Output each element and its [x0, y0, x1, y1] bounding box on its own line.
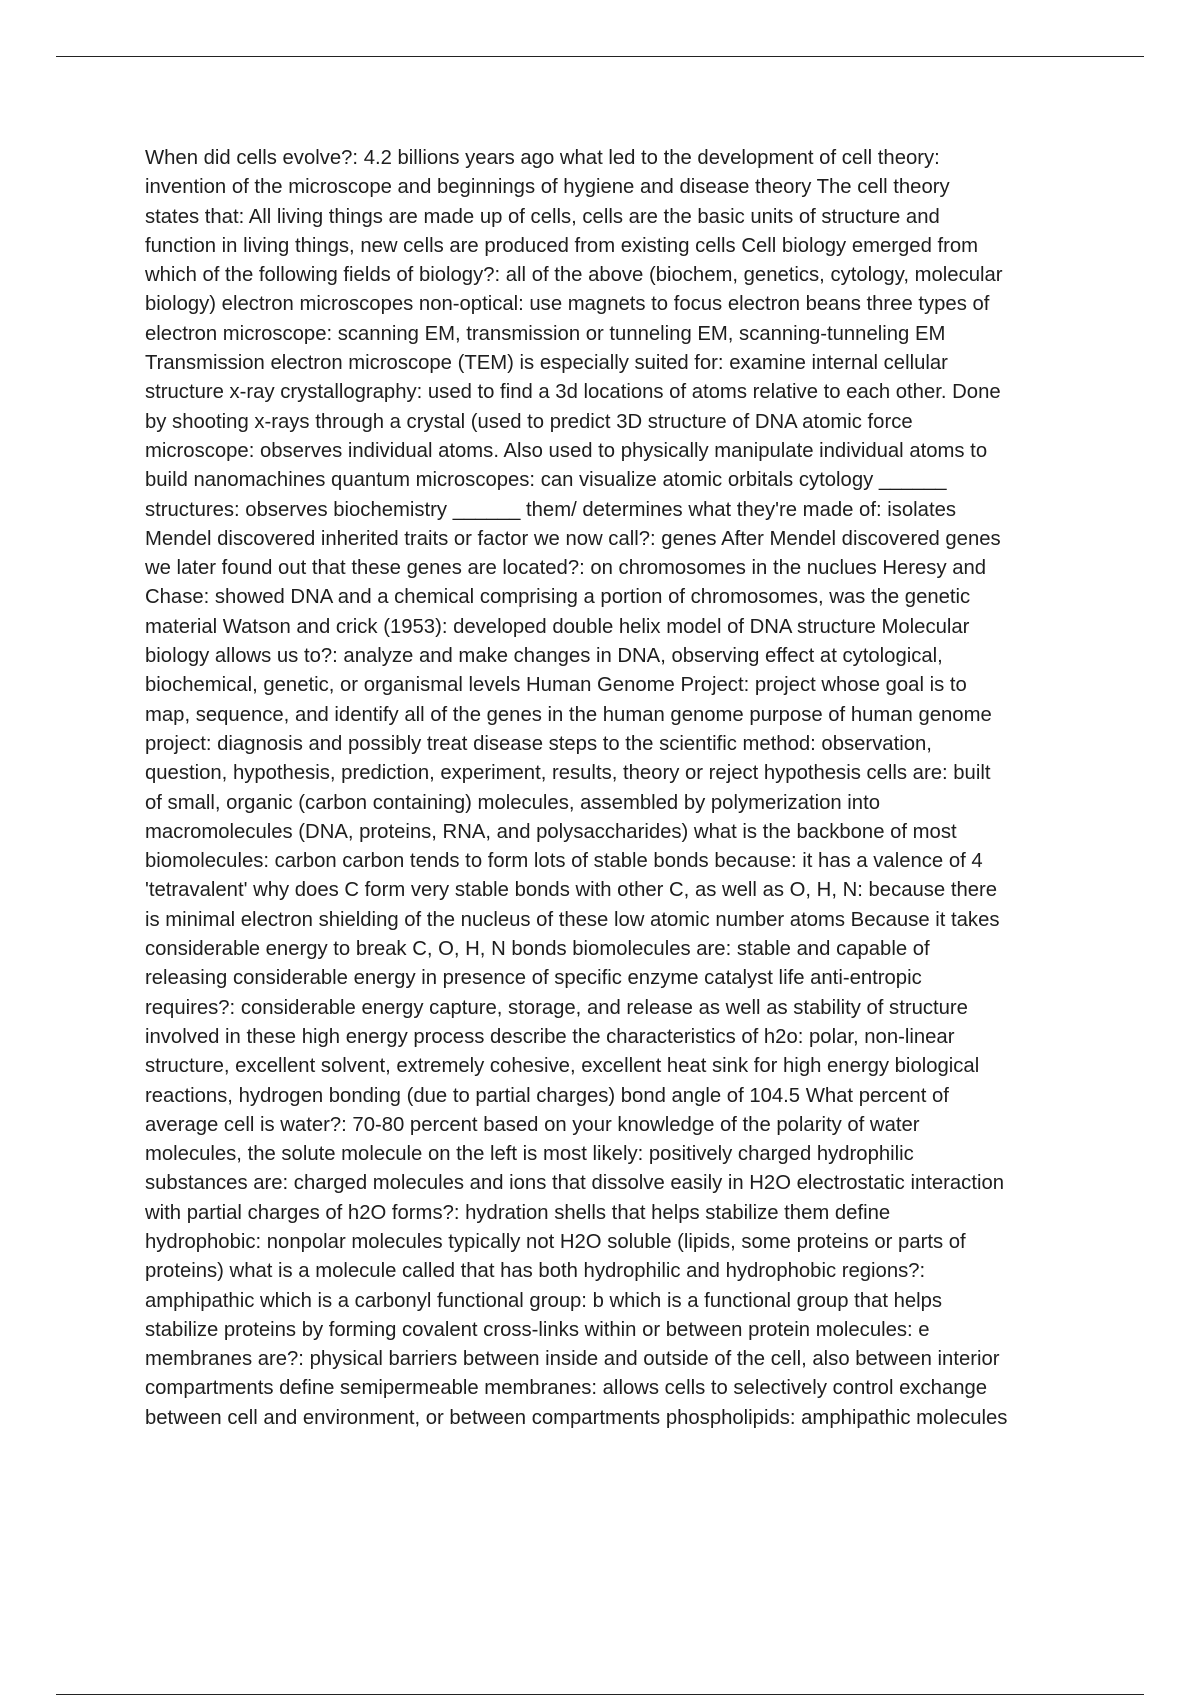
text-line: 'tetravalent' why does C form very stable bonds with other C, as well as O, H, N: because there	[145, 879, 998, 902]
text-line: Transmission electron microscope (TEM) is especially suited for: examine internal cellular	[145, 352, 948, 375]
text-line: requires?: considerable energy capture, storage, and release as well as stability of structure	[145, 996, 968, 1019]
text-line: amphipathic which is a carbonyl functional group: b which is a functional group that helps	[145, 1289, 943, 1312]
text-line: of small, organic (carbon containing) molecules, assembled by polymerization into	[145, 791, 880, 814]
text-line: project: diagnosis and possibly treat disease steps to the scientific method: observation,	[145, 732, 932, 755]
text-line: considerable energy to break C, O, H, N bonds biomolecules are: stable and capable of	[145, 938, 930, 961]
text-line: biochemical, genetic, or organismal levels Human Genome Project: project whose goal is to	[145, 674, 967, 697]
text-line: membranes are?: physical barriers between inside and outside of the cell, also between interior	[145, 1348, 1000, 1371]
bottom-rule	[56, 1694, 1144, 1695]
text-line: stabilize proteins by forming covalent cross-links within or between protein molecules: e	[145, 1318, 930, 1341]
document-body	[145, 144, 1095, 1433]
text-line: electron microscope: scanning EM, transmission or tunneling EM, scanning-tunneling EM	[145, 322, 946, 345]
text-line: reactions, hydrogen bonding (due to partial charges) bond angle of 104.5 What percent of	[145, 1084, 949, 1107]
text-line: question, hypothesis, prediction, experiment, results, theory or reject hypothesis cells are: built	[145, 762, 991, 785]
text-line: Chase: showed DNA and a chemical comprising a portion of chromosomes, was the genetic	[145, 586, 971, 609]
text-line: proteins) what is a molecule called that has both hydrophilic and hydrophobic regions?:	[145, 1260, 926, 1283]
text-line: involved in these high energy process describe the characteristics of h2o: polar, non-linear	[145, 1025, 955, 1048]
text-line: releasing considerable energy in presence of specific enzyme catalyst life anti-entropic	[145, 967, 922, 990]
text-line: states that: All living things are made up of cells, cells are the basic units of structure and	[145, 205, 940, 228]
text-line: structure x-ray crystallography: used to find a 3d locations of atoms relative to each other. Done	[145, 381, 1001, 404]
text-line: we later found out that these genes are located?: on chromosomes in the nuclues Heresy and	[145, 557, 987, 580]
text-line: biology allows us to?: analyze and make changes in DNA, observing effect at cytological,	[145, 645, 943, 668]
text-line: invention of the microscope and beginnings of hygiene and disease theory The cell theory	[145, 176, 950, 199]
text-line: substances are: charged molecules and ions that dissolve easily in H2O electrostatic interaction	[145, 1172, 1005, 1195]
text-line: map, sequence, and identify all of the genes in the human genome purpose of human genome	[145, 703, 992, 726]
text-line: material Watson and crick (1953): developed double helix model of DNA structure Molecular	[145, 615, 970, 638]
text-line: biomolecules: carbon carbon tends to form lots of stable bonds because: it has a valence of 4	[145, 850, 983, 873]
text-line: hydrophobic: nonpolar molecules typically not H2O soluble (lipids, some proteins or parts of	[145, 1230, 966, 1253]
text-line: build nanomachines quantum microscopes: can visualize atomic orbitals cytology ______	[145, 469, 947, 492]
text-line: is minimal electron shielding of the nucleus of these low atomic number atoms Because it takes	[145, 908, 1000, 931]
text-line: between cell and environment, or between compartments phospholipids: amphipathic molecules	[145, 1406, 1008, 1429]
text-line: molecules, the solute molecule on the left is most likely: positively charged hydrophilic	[145, 1143, 914, 1166]
text-line: macromolecules (DNA, proteins, RNA, and polysaccharides) what is the backbone of most	[145, 820, 957, 843]
text-line: microscope: observes individual atoms. Also used to physically manipulate individual atoms to	[145, 439, 988, 462]
text-line: with partial charges of h2O forms?: hydration shells that helps stabilize them define	[145, 1201, 891, 1224]
text-line: When did cells evolve?: 4.2 billions years ago what led to the development of cell theory:	[145, 147, 940, 169]
text-line: biology) electron microscopes non-optical: use magnets to focus electron beans three types of	[145, 293, 990, 316]
text-line: which of the following fields of biology?: all of the above (biochem, genetics, cytology, molecular	[145, 264, 1003, 287]
text-line: structure, excellent solvent, extremely cohesive, excellent heat sink for high energy biological	[145, 1055, 980, 1078]
top-rule	[56, 56, 1144, 57]
text-line: average cell is water?: 70-80 percent based on your knowledge of the polarity of water	[145, 1113, 920, 1136]
text-line: compartments define semipermeable membranes: allows cells to selectively control exchange	[145, 1377, 988, 1400]
text-line: by shooting x-rays through a crystal (used to predict 3D structure of DNA atomic force	[145, 410, 913, 433]
text-line: structures: observes biochemistry ______ them/ determines what they're made of: isolates	[145, 498, 957, 521]
text-line: function in living things, new cells are produced from existing cells Cell biology emerged from	[145, 234, 979, 257]
text-line: Mendel discovered inherited traits or factor we now call?: genes After Mendel discovered genes	[145, 527, 1001, 550]
